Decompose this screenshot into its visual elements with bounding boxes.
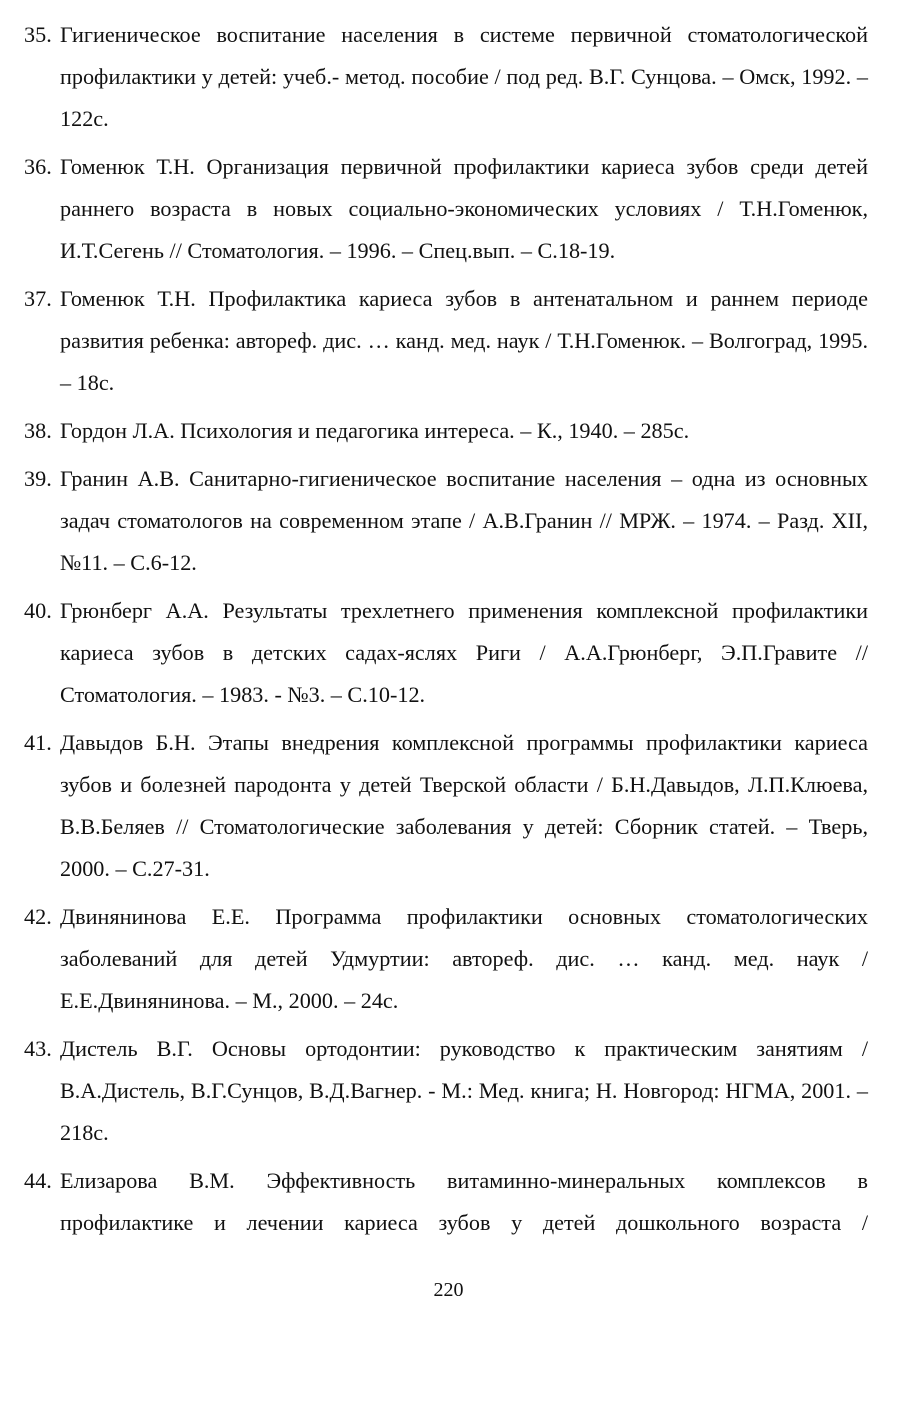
reference-text: Гордон Л.А. Психология и педагогика интереса. – К., 1940. – 285с. — [60, 418, 690, 443]
reference-number: 35. — [24, 22, 52, 47]
reference-item-41 — [24, 722, 868, 890]
reference-item-43 — [24, 1028, 868, 1154]
reference-item-38 — [24, 410, 868, 452]
reference-number: 36. — [24, 154, 52, 179]
reference-number: 41. — [24, 730, 52, 755]
reference-item-37 — [24, 278, 868, 404]
reference-item-39 — [24, 458, 868, 584]
reference-number: 42. — [24, 904, 52, 929]
reference-item-35 — [24, 14, 868, 140]
reference-number: 37. — [24, 286, 52, 311]
reference-text: Грюнберг А.А. Результаты трехлетнего применения комплексной профилактики кариеса зубов в детских садах-яслях Риги / А.А.Грюнберг, Э.П.Гравите // Стоматология. – 1983. - №3. – С.10-12. — [60, 598, 868, 707]
reference-text: Гоменюк Т.Н. Профилактика кариеса зубов в антенатальном и раннем периоде развития ребенка: автореф. дис. … канд. мед. наук / Т.Н.Гоменюк. – Волгоград, 1995. – 18с. — [60, 286, 868, 395]
reference-list — [24, 14, 868, 1250]
reference-text: Гигиеническое воспитание населения в системе первичной стоматологической профилактики у детей: учеб.- метод. пособие / под ред. В.Г. Сунцова. – Омск, 1992. – 122с. — [60, 22, 868, 131]
reference-number: 39. — [24, 466, 52, 491]
reference-number: 44. — [24, 1168, 52, 1193]
reference-number: 43. — [24, 1036, 52, 1061]
reference-number: 38. — [24, 418, 52, 443]
reference-number: 40. — [24, 598, 52, 623]
reference-item-42 — [24, 896, 868, 1022]
reference-item-44 — [24, 1160, 868, 1244]
reference-item-40 — [24, 590, 868, 716]
reference-text: Елизарова В.М. Эффективность витаминно-минеральных комплексов в профилактике и лечении кариеса зубов у детей дошкольного возраста / — [60, 1168, 868, 1235]
reference-text: Давыдов Б.Н. Этапы внедрения комплексной программы профилактики кариеса зубов и болезней пародонта у детей Тверской области / Б.Н.Давыдов, Л.П.Клюева, В.В.Беляев // Стоматологические заболевания у детей: Сборник статей. – Тверь, 2000. – С.27-31. — [60, 730, 868, 881]
reference-text: Гранин А.В. Санитарно-гигиеническое воспитание населения – одна из основных задач стоматологов на современном этапе / А.В.Гранин // МРЖ. – 1974. – Разд. XII, №11. – С.6-12. — [60, 466, 868, 575]
reference-text: Дистель В.Г. Основы ортодонтии: руководство к практическим занятиям / В.А.Дистель, В.Г.Сунцов, В.Д.Вагнер. - М.: Мед. книга; Н. Новгород: НГМА, 2001. – 218с. — [60, 1036, 868, 1145]
reference-text: Двинянинова Е.Е. Программа профилактики основных стоматологических заболеваний для детей Удмуртии: автореф. дис. … канд. мед. наук / Е.Е.Двинянинова. – М., 2000. – 24с. — [60, 904, 868, 1013]
page-number: 220 — [433, 1279, 464, 1301]
reference-item-36 — [24, 146, 868, 272]
reference-text: Гоменюк Т.Н. Организация первичной профилактики кариеса зубов среди детей раннего возраста в новых социально-экономических условиях / Т.Н.Гоменюк, И.Т.Сегень // Стоматология. – 1996. – Спец.вып. – С.18-19. — [60, 154, 868, 263]
